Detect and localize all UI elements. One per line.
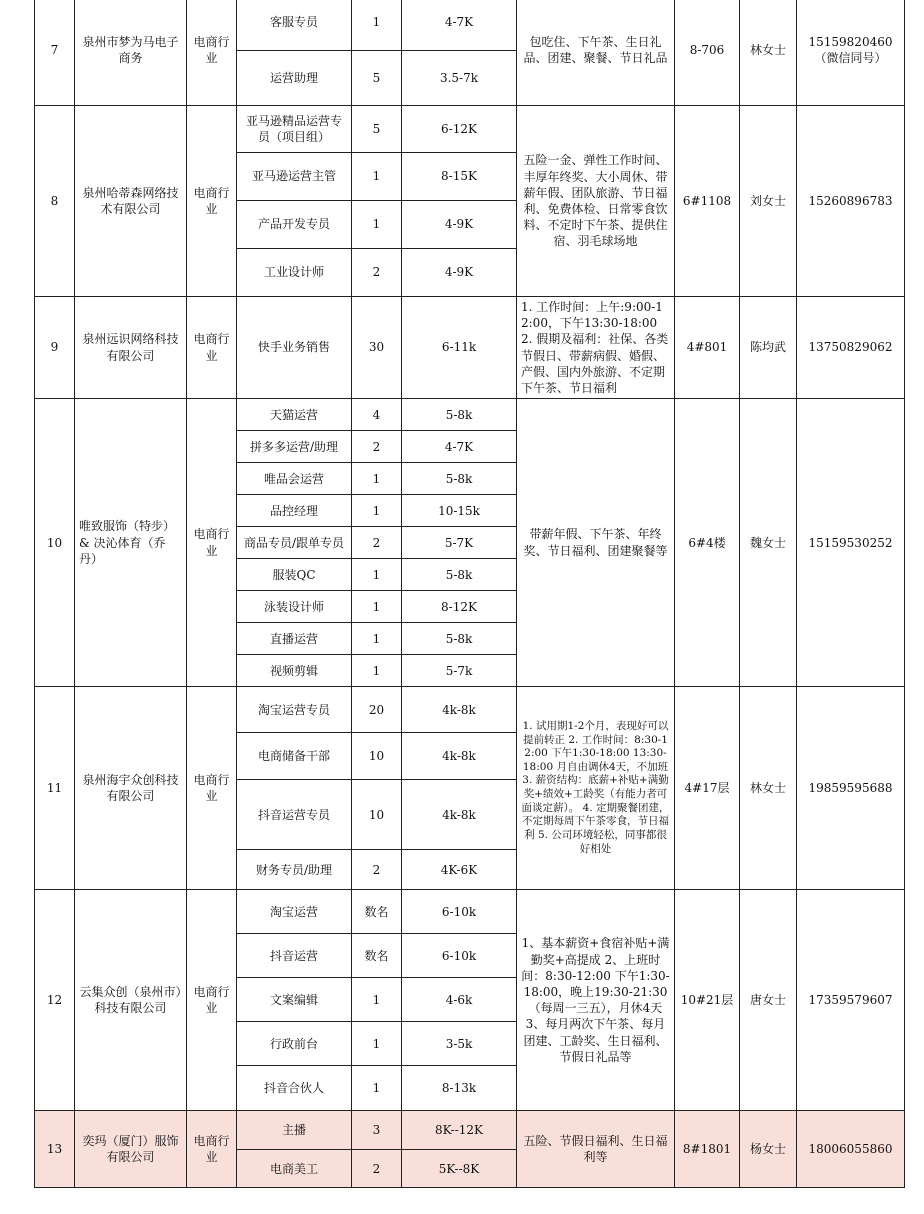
- industry: 电商行业: [187, 687, 237, 890]
- job-title: 亚马逊精品运营专员（项目组）: [237, 106, 352, 153]
- phone: 15260896783: [797, 106, 905, 297]
- job-count: 2: [352, 431, 402, 463]
- job-title: 泳装设计师: [237, 591, 352, 623]
- job-title: 拼多多运营/助理: [237, 431, 352, 463]
- job-salary: 10-15k: [402, 495, 517, 527]
- job-salary: 5K--8K: [402, 1150, 517, 1188]
- job-count: 1: [352, 463, 402, 495]
- job-salary: 4k-8k: [402, 780, 517, 850]
- job-count: 20: [352, 687, 402, 733]
- job-title: 抖音运营专员: [237, 780, 352, 850]
- job-salary: 8-12K: [402, 591, 517, 623]
- job-count: 5: [352, 51, 402, 106]
- table-row: [35, 890, 905, 934]
- job-count: 数名: [352, 934, 402, 978]
- job-title: 视频剪辑: [237, 655, 352, 687]
- contact: 杨女士: [740, 1111, 797, 1188]
- job-count: 1: [352, 495, 402, 527]
- job-title: 直播运营: [237, 623, 352, 655]
- job-salary: 4-7K: [402, 0, 517, 51]
- job-title: 工业设计师: [237, 249, 352, 297]
- job-salary: 5-8k: [402, 463, 517, 495]
- job-salary: 6-10k: [402, 890, 517, 934]
- contact: 林女士: [740, 687, 797, 890]
- phone: 15159820460（微信同号）: [797, 0, 905, 106]
- job-count: 5: [352, 106, 402, 153]
- company-id: 13: [35, 1111, 75, 1188]
- job-title: 抖音运营: [237, 934, 352, 978]
- phone: 17359579607: [797, 890, 905, 1111]
- job-salary: 4-9K: [402, 201, 517, 249]
- job-count: 1: [352, 591, 402, 623]
- benefits: 五险、节假日福利、生日福利等: [517, 1111, 675, 1188]
- benefits: 包吃住、下午茶、生日礼品、团建、聚餐、节日礼品: [517, 0, 675, 106]
- job-count: 30: [352, 297, 402, 399]
- job-salary: 6-10k: [402, 934, 517, 978]
- job-salary: 3-5k: [402, 1022, 517, 1066]
- industry: 电商行业: [187, 0, 237, 106]
- job-title: 服装QC: [237, 559, 352, 591]
- job-count: 2: [352, 249, 402, 297]
- job-count: 4: [352, 399, 402, 431]
- job-title: 唯品会运营: [237, 463, 352, 495]
- address: 4#801: [675, 297, 740, 399]
- company-id: 9: [35, 297, 75, 399]
- company-id: 8: [35, 106, 75, 297]
- job-title: 运营助理: [237, 51, 352, 106]
- company-name: 唯致服饰（特步）& 决沁体育（乔丹）: [75, 399, 187, 687]
- job-title: 行政前台: [237, 1022, 352, 1066]
- company-id: 10: [35, 399, 75, 687]
- address: 8-706: [675, 0, 740, 106]
- job-title: 文案编辑: [237, 978, 352, 1022]
- job-count: 1: [352, 153, 402, 201]
- job-title: 电商储备干部: [237, 733, 352, 780]
- job-salary: 5-8k: [402, 623, 517, 655]
- job-count: 10: [352, 733, 402, 780]
- job-title: 电商美工: [237, 1150, 352, 1188]
- job-title: 快手业务销售: [237, 297, 352, 399]
- job-title: 财务专员/助理: [237, 850, 352, 890]
- job-title: 淘宝运营: [237, 890, 352, 934]
- job-salary: 8-15K: [402, 153, 517, 201]
- job-salary: 6-12K: [402, 106, 517, 153]
- job-salary: 5-8k: [402, 399, 517, 431]
- job-salary: 4-7K: [402, 431, 517, 463]
- job-count: 1: [352, 623, 402, 655]
- job-count: 1: [352, 1066, 402, 1111]
- job-salary: 6-11k: [402, 297, 517, 399]
- company-id: 12: [35, 890, 75, 1111]
- job-count: 数名: [352, 890, 402, 934]
- address: 6#4楼: [675, 399, 740, 687]
- job-count: 1: [352, 201, 402, 249]
- job-count: 3: [352, 1111, 402, 1150]
- job-salary: 4-9K: [402, 249, 517, 297]
- job-title: 客服专员: [237, 0, 352, 51]
- company-name: 泉州市梦为马电子商务: [75, 0, 187, 106]
- company-name: 奕玛（厦门）服饰有限公司: [75, 1111, 187, 1188]
- job-count: 1: [352, 1022, 402, 1066]
- job-count: 1: [352, 978, 402, 1022]
- industry: 电商行业: [187, 106, 237, 297]
- benefits: 1、基本薪资+食宿补贴+满勤奖+高提成 2、上班时间：8:30-12:00 下午1:30-18:00，晚上19:30-21:30（每周一三五），月休4天 3、每月两次下午茶、每月团建、工龄奖、生日福利、节假日礼品等: [517, 890, 675, 1111]
- job-title: 产品开发专员: [237, 201, 352, 249]
- address: 4#17层: [675, 687, 740, 890]
- job-salary: 4k-8k: [402, 687, 517, 733]
- industry: 电商行业: [187, 1111, 237, 1188]
- benefits: 1. 工作时间：上午:9:00-12:00，下午13:30-18:00 2. 假期及福利：社保、各类节假日、带薪病假、婚假、产假、国内外旅游、不定期下午茶、节日福利: [517, 297, 675, 399]
- job-salary: 8K--12K: [402, 1111, 517, 1150]
- job-salary: 5-7K: [402, 527, 517, 559]
- job-title: 品控经理: [237, 495, 352, 527]
- table-row-highlighted: [35, 1111, 905, 1150]
- job-count: 2: [352, 850, 402, 890]
- job-count: 1: [352, 0, 402, 51]
- job-count: 1: [352, 559, 402, 591]
- job-salary: 4k-8k: [402, 733, 517, 780]
- contact: 林女士: [740, 0, 797, 106]
- job-salary: 8-13k: [402, 1066, 517, 1111]
- job-title: 亚马逊运营主管: [237, 153, 352, 201]
- company-name: 云集众创（泉州市）科技有限公司: [75, 890, 187, 1111]
- job-title: 主播: [237, 1111, 352, 1150]
- job-salary: 5-7k: [402, 655, 517, 687]
- table-row: [35, 297, 905, 399]
- contact: 刘女士: [740, 106, 797, 297]
- benefits: 1. 试用期1-2个月，表现好可以提前转正 2. 工作时间：8:30-12:00 下午1:30-18:00 13:30-18:00 月自由调休4天，不加班 3. 薪资结构：底薪+补贴+满勤奖+绩效+工龄奖（有能力者可面谈定薪）。 4. 定期聚餐团建，不定期每周下午茶零食，节日福利 5. 公司环境轻松，同事都很好相处: [517, 687, 675, 890]
- job-title: 抖音合伙人: [237, 1066, 352, 1111]
- job-salary: 4-6k: [402, 978, 517, 1022]
- job-count: 1: [352, 655, 402, 687]
- phone: 15159530252: [797, 399, 905, 687]
- contact: 陈均武: [740, 297, 797, 399]
- table-row: [35, 0, 905, 51]
- job-title: 商品专员/跟单专员: [237, 527, 352, 559]
- address: 6#1108: [675, 106, 740, 297]
- table-row: [35, 399, 905, 431]
- company-id: 11: [35, 687, 75, 890]
- industry: 电商行业: [187, 297, 237, 399]
- recruitment-table: [34, 0, 905, 1188]
- job-count: 2: [352, 527, 402, 559]
- job-salary: 4K-6K: [402, 850, 517, 890]
- job-count: 2: [352, 1150, 402, 1188]
- job-title: 淘宝运营专员: [237, 687, 352, 733]
- company-name: 泉州远识网络科技有限公司: [75, 297, 187, 399]
- industry: 电商行业: [187, 399, 237, 687]
- job-count: 10: [352, 780, 402, 850]
- phone: 19859595688: [797, 687, 905, 890]
- company-name: 泉州海宇众创科技有限公司: [75, 687, 187, 890]
- phone: 13750829062: [797, 297, 905, 399]
- industry: 电商行业: [187, 890, 237, 1111]
- job-title: 天猫运营: [237, 399, 352, 431]
- contact: 唐女士: [740, 890, 797, 1111]
- job-salary: 5-8k: [402, 559, 517, 591]
- company-name: 泉州哈蒂森网络技术有限公司: [75, 106, 187, 297]
- phone: 18006055860: [797, 1111, 905, 1188]
- company-id: 7: [35, 0, 75, 106]
- benefits: 五险一金、弹性工作时间、丰厚年终奖、大小周休、带薪年假、团队旅游、节日福利、免费体检、日常零食饮料、不定时下午茶、提供住宿、羽毛球场地: [517, 106, 675, 297]
- contact: 魏女士: [740, 399, 797, 687]
- job-salary: 3.5-7k: [402, 51, 517, 106]
- table-row: [35, 687, 905, 733]
- table-row: [35, 106, 905, 153]
- address: 8#1801: [675, 1111, 740, 1188]
- benefits: 带薪年假、下午茶、年终奖、节日福利、团建聚餐等: [517, 399, 675, 687]
- address: 10#21层: [675, 890, 740, 1111]
